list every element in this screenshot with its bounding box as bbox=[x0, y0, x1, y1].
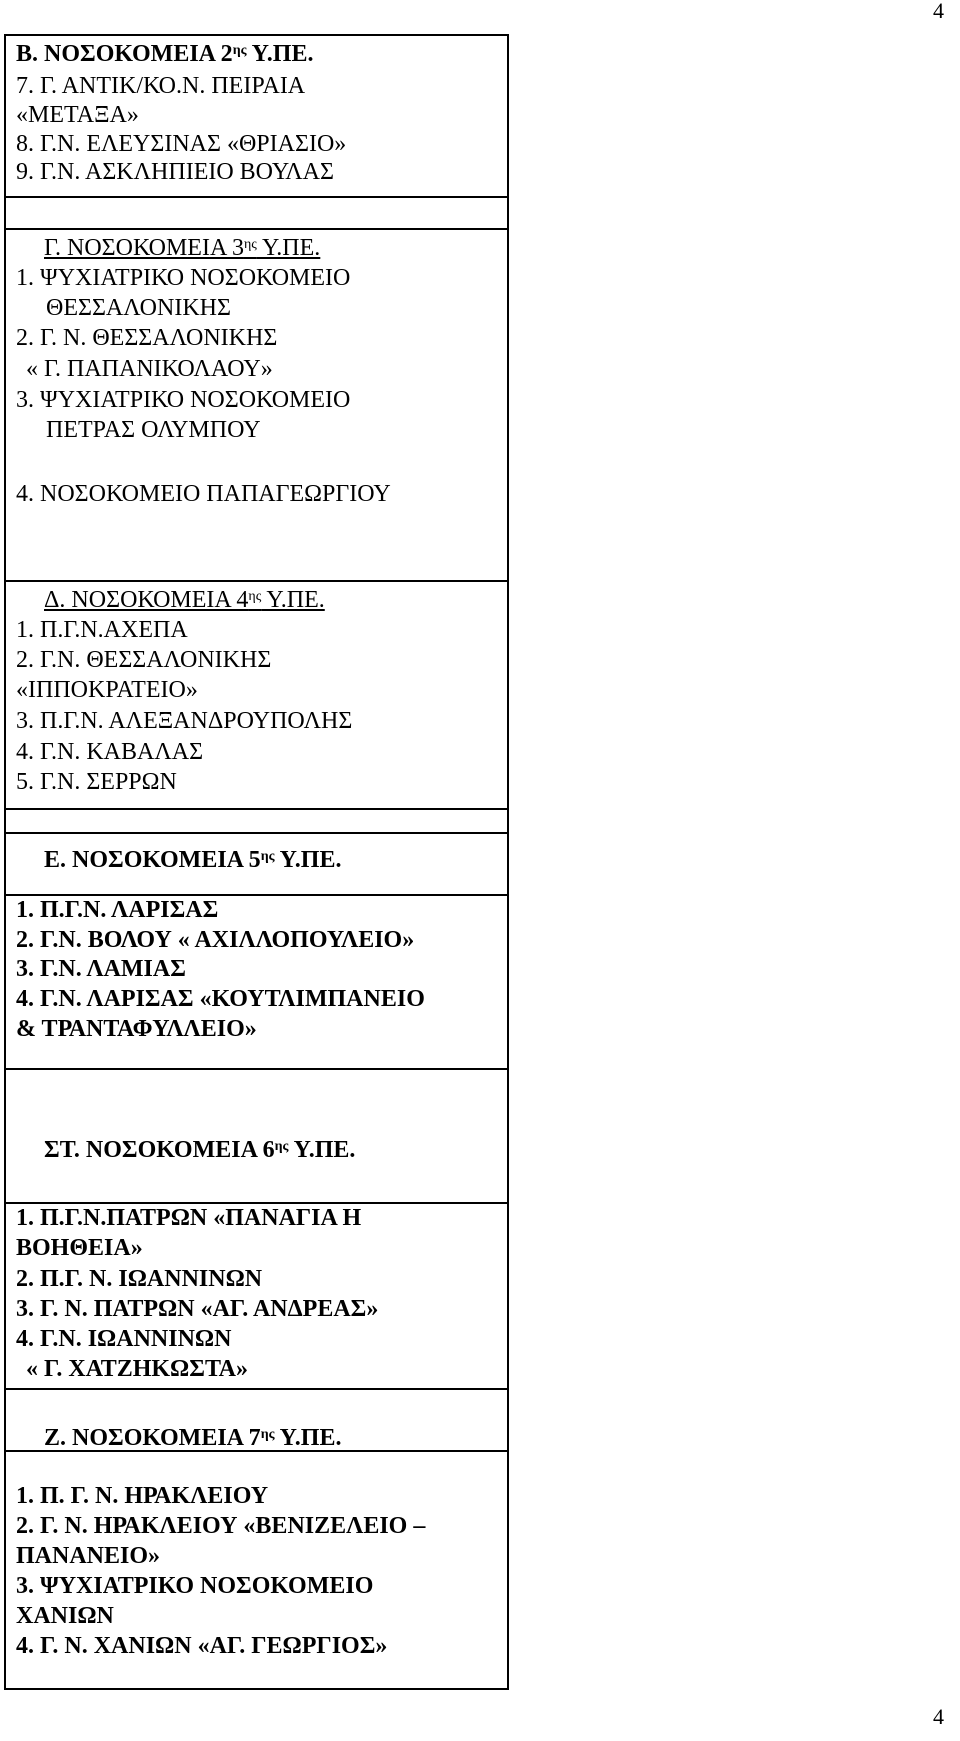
table-cell-section-z-list bbox=[4, 1450, 509, 1690]
list-item: 4. Γ.Ν. ΙΩΑΝΝΙΝΩΝ bbox=[16, 1326, 232, 1352]
list-item: 7. Γ. ΑΝΤΙΚ/ΚΟ.Ν. ΠΕΙΡΑΙΑ bbox=[16, 73, 306, 99]
list-item: «ΙΠΠΟΚΡΑΤΕΙΟ» bbox=[16, 677, 198, 703]
section-b-heading: Β. ΝΟΣΟΚΟΜΕΙΑ $2^{\eta\varsigma}$ Υ.ΠΕ. bbox=[16, 41, 314, 67]
list-item: 4. Γ.Ν. ΚΑΒΑΛΑΣ bbox=[16, 739, 204, 765]
section-e-heading: Ε. ΝΟΣΟΚΟΜΕΙΑ $5^{\eta\varsigma}$ Υ.ΠΕ. bbox=[44, 847, 342, 873]
section-z-heading: Ζ. ΝΟΣΟΚΟΜΕΙΑ $7^{\eta\varsigma}$ Υ.ΠΕ. bbox=[44, 1425, 342, 1451]
list-item: 2. Γ.Ν. ΘΕΣΣΑΛΟΝΙΚΗΣ bbox=[16, 647, 272, 673]
list-item: 8. Γ.Ν. ΕΛΕΥΣΙΝΑΣ «ΘΡΙΑΣΙΟ» bbox=[16, 131, 347, 157]
list-item: 3. ΨΥΧΙΑΤΡΙΚΟ ΝΟΣΟΚΟΜΕΙΟ bbox=[16, 1573, 374, 1599]
page-number-bottom: 4 bbox=[933, 1704, 944, 1729]
list-item: 2. Γ. Ν. ΗΡΑΚΛΕΙΟΥ «ΒΕΝΙΖΕΛΕΙΟ – bbox=[16, 1513, 426, 1539]
list-item: 2. Π.Γ. Ν. ΙΩΑΝΝΙΝΩΝ bbox=[16, 1266, 263, 1292]
list-item: 3. Π.Γ.Ν. ΑΛΕΞΑΝΔΡΟΥΠΟΛΗΣ bbox=[16, 708, 353, 734]
table-cell-section-e-list bbox=[4, 894, 509, 1070]
table-cell-section-st-list bbox=[4, 1202, 509, 1390]
section-d-heading: Δ. ΝΟΣΟΚΟΜΕΙΑ $4^{\eta\varsigma}$ Υ.ΠΕ. bbox=[44, 587, 325, 613]
list-item: 1. Π.Γ.Ν.ΑΧΕΠΑ bbox=[16, 617, 188, 643]
table-cell-section-g bbox=[4, 228, 509, 582]
table-cell-section-b bbox=[4, 34, 509, 198]
list-item: 4. ΝΟΣΟΚΟΜΕΙΟ ΠΑΠΑΓΕΩΡΓΙΟΥ bbox=[16, 481, 391, 507]
table-cell-section-d bbox=[4, 580, 509, 810]
list-item: « Γ. ΠΑΠΑΝΙΚΟΛΑΟΥ» bbox=[26, 356, 273, 382]
table-cell-section-st bbox=[4, 1068, 509, 1204]
list-item: & ΤΡΑΝΤΑΦΥΛΛΕΙΟ» bbox=[16, 1016, 257, 1042]
list-item: 9. Γ.Ν. ΑΣΚΛΗΠΙΕΙΟ ΒΟΥΛΑΣ bbox=[16, 159, 334, 185]
list-item: «ΜΕΤΑΞΑ» bbox=[16, 102, 139, 128]
list-item: 4. Γ. Ν. ΧΑΝΙΩΝ «ΑΓ. ΓΕΩΡΓΙΟΣ» bbox=[16, 1633, 388, 1659]
list-item: ΠΕΤΡΑΣ ΟΛΥΜΠΟΥ bbox=[46, 417, 261, 443]
list-item: 1. Π.Γ.Ν. ΛΑΡΙΣΑΣ bbox=[16, 897, 219, 923]
list-item: 2. Γ.Ν. ΒΟΛΟΥ « ΑΧΙΛΛΟΠΟΥΛΕΙΟ» bbox=[16, 927, 415, 953]
list-item: ΧΑΝΙΩΝ bbox=[16, 1603, 114, 1629]
list-item: ΘΕΣΣΑΛΟΝΙΚΗΣ bbox=[46, 295, 231, 321]
section-g-heading: Γ. ΝΟΣΟΚΟΜΕΙΑ $3^{\eta\varsigma}$ Υ.ΠΕ. bbox=[44, 235, 321, 261]
list-item: 3. Γ. Ν. ΠΑΤΡΩΝ «ΑΓ. ΑΝΔΡΕΑΣ» bbox=[16, 1296, 379, 1322]
page-number-top: 4 bbox=[933, 0, 944, 23]
table-cell-empty bbox=[4, 808, 509, 834]
table-cell-empty bbox=[4, 196, 509, 230]
list-item: ΠΑΝΑΝΕΙΟ» bbox=[16, 1543, 161, 1569]
table-cell-section-e bbox=[4, 832, 509, 896]
list-item: 5. Γ.Ν. ΣΕΡΡΩΝ bbox=[16, 769, 177, 795]
list-item: 4. Γ.Ν. ΛΑΡΙΣΑΣ «ΚΟΥΤΛΙΜΠΑΝΕΙΟ bbox=[16, 986, 425, 1012]
list-item: 3. Γ.Ν. ΛΑΜΙΑΣ bbox=[16, 956, 186, 982]
list-item: « Γ. ΧΑΤΖΗΚΩΣΤΑ» bbox=[26, 1356, 248, 1382]
table-cell-section-z bbox=[4, 1388, 509, 1452]
list-item: 1. ΨΥΧΙΑΤΡΙΚΟ ΝΟΣΟΚΟΜΕΙΟ bbox=[16, 265, 351, 291]
list-item: 2. Γ. Ν. ΘΕΣΣΑΛΟΝΙΚΗΣ bbox=[16, 325, 278, 351]
list-item: 1. Π. Γ. Ν. ΗΡΑΚΛΕΙΟΥ bbox=[16, 1483, 269, 1509]
list-item: 3. ΨΥΧΙΑΤΡΙΚΟ ΝΟΣΟΚΟΜΕΙΟ bbox=[16, 387, 351, 413]
list-item: 1. Π.Γ.Ν.ΠΑΤΡΩΝ «ΠΑΝΑΓΙΑ Η bbox=[16, 1205, 362, 1231]
list-item: ΒΟΗΘΕΙΑ» bbox=[16, 1235, 143, 1261]
section-st-heading: ΣΤ. ΝΟΣΟΚΟΜΕΙΑ $6^{\eta\varsigma}$ Υ.ΠΕ. bbox=[44, 1137, 356, 1163]
